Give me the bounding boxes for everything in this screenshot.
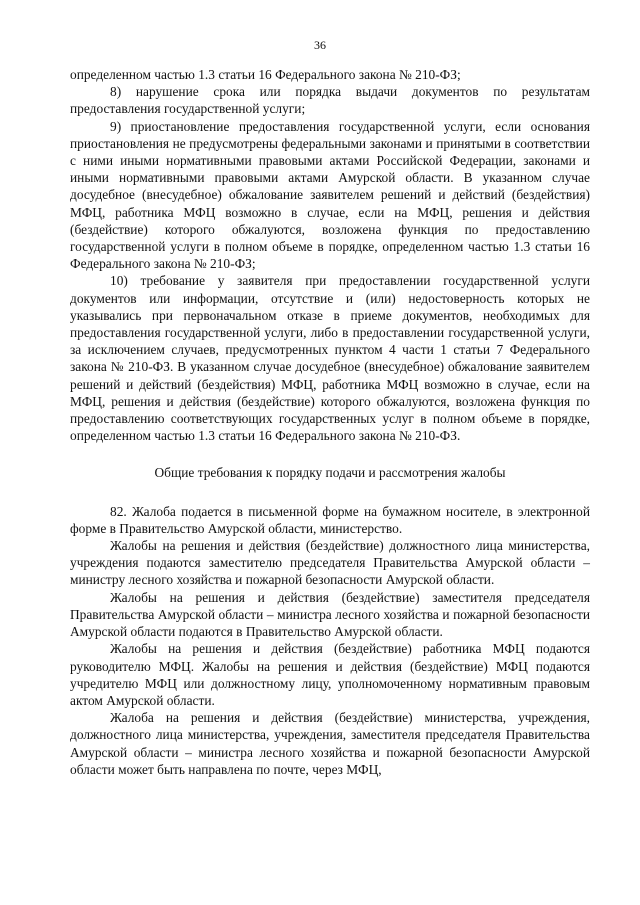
list-item-8: 8) нарушение срока или порядка выдачи документов по результатам предоставления государственной услуги; <box>70 84 590 117</box>
page-number: 36 <box>314 38 326 52</box>
document-body <box>70 66 590 778</box>
paragraph-continuation: определенном частью 1.3 статьи 16 Федерального закона № 210-ФЗ; <box>70 67 461 82</box>
paragraph-82: 82. Жалоба подается в письменной форме на бумажном носителе, в электронной форме в Правительство Амурской области, министерство. <box>70 503 590 536</box>
paragraph: Жалоба на решения и действия (бездействие) министерства, учреждения, должностного лица министерства, учреждения, заместителя председателя Правительства Амурской области – министра лесного хозяйства и пожарной безопасности Амурской области может быть направлена по почте, через МФЦ, <box>70 710 590 777</box>
section-heading: Общие требования к порядку подачи и рассмотрения жалобы <box>154 465 506 481</box>
paragraph: Жалобы на решения и действия (бездействие) работника МФЦ подаются руководителю МФЦ. Жалобы на решения и действия (бездействие) МФЦ подаются учредителю МФЦ или должностному лицу, уполномоченному нормативным правовым актом Амурской области. <box>70 641 590 708</box>
list-item-9: 9) приостановление предоставления государственной услуги, если основания приостановления не предусмотрены федеральными законами и принятыми в соответствии с ними иными нормативными правовыми актами Российской Федерации, законами и иными нормативными правовыми актами Амурской области. В указанном случае досудебное (внесудебное) обжалование заявителем решений и действий (бездействия) МФЦ, работника МФЦ возможно в случае, если на МФЦ, решения и действия (бездействие) которого обжалуются, возложена функция по предоставлению государственной услуги в полном объеме в порядке, определенном частью 1.3 статьи 16 Федерального закона № 210-ФЗ; <box>70 118 590 272</box>
list-item-10: 10) требование у заявителя при предоставлении государственной услуги документов или информации, отсутствие и (или) недостоверность которых не указывались при первоначальном отказе в приеме документов, необходимых для предоставления государственной услуги, либо в предоставлении государственной услуги, за исключением случаев, предусмотренных пунктом 4 части 1 статьи 7 Федерального закона № 210-ФЗ. В указанном случае досудебное (внесудебное) обжалование заявителем решений и действий (бездействия) МФЦ, работника МФЦ возможно в случае, если на МФЦ, решения и действия (бездействие) которого обжалуются, возложена функция по предоставлению соответствующих государственных услуг в полном объеме в порядке, определенном частью 1.3 статьи 16 Федерального закона № 210-ФЗ. <box>70 273 590 444</box>
paragraph: Жалобы на решения и действия (бездействие) должностного лица министерства, учреждения подаются заместителю председателя Правительства Амурской области – министру лесного хозяйства и пожарной безопасности Амурской области. <box>70 538 590 588</box>
paragraph: Жалобы на решения и действия (бездействие) заместителя председателя Правительства Амурской области – министра лесного хозяйства и пожарной безопасности Амурской области подаются в Правительство Амурской области. <box>70 589 590 640</box>
